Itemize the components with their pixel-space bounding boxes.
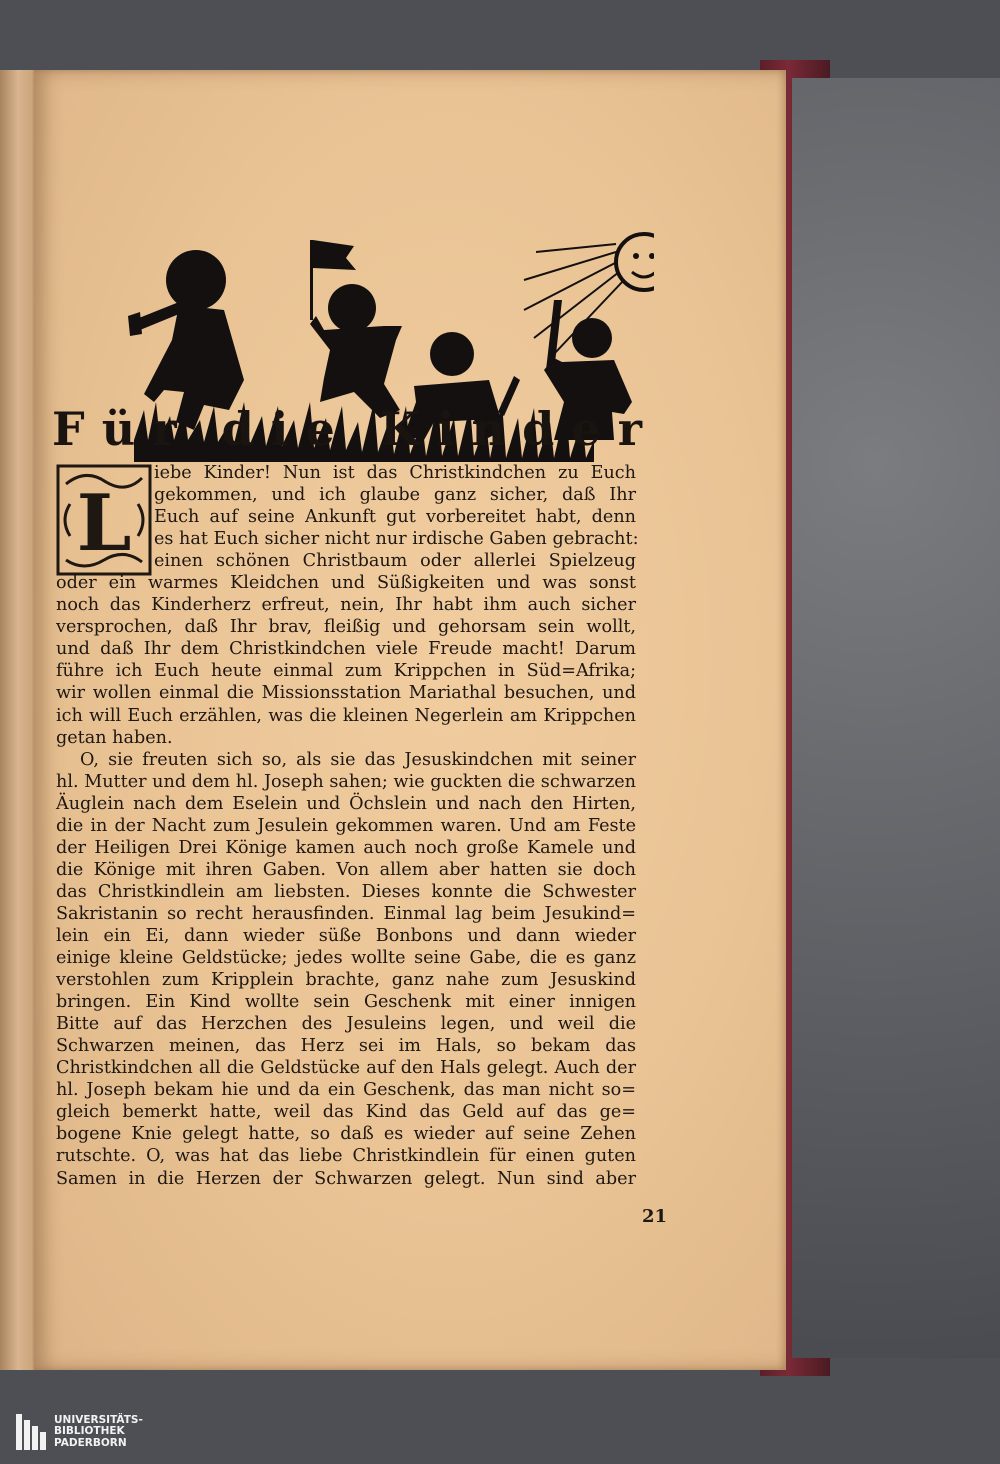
- library-name-line: UNIVERSITÄTS-: [54, 1413, 143, 1426]
- text-line: Sakristanin so recht herausfinden. Einmal lag beim Jesukind=: [56, 903, 636, 924]
- book-board: [792, 78, 1000, 1358]
- text-line: hl. Mutter und dem hl. Joseph sahen; wie guckten die schwarzen: [56, 771, 636, 792]
- page-number: 21: [642, 1206, 668, 1227]
- text-line: Samen in die Herzen der Schwarzen gelegt. Nun sind aber: [56, 1168, 636, 1189]
- heading-letter: r: [152, 402, 177, 456]
- library-name: [54, 1415, 143, 1450]
- text-line: Bitte auf das Herzchen des Jesuleins legen, und weil die: [56, 1014, 636, 1035]
- text-line: und daß Ihr dem Christkindchen viele Freude macht! Darum: [56, 639, 636, 660]
- text-line: das Christkindlein am liebsten. Dieses konnte die Schwester: [56, 881, 636, 902]
- article-text: [56, 462, 639, 1190]
- heading-letter: i: [270, 402, 289, 456]
- library-logo: [16, 1414, 143, 1450]
- text-line: oder ein warmes Kleidchen und Süßigkeiten und was sonst: [56, 573, 636, 594]
- text-line: versprochen, daß Ihr brav, fleißig und gehorsam sein wollt,: [56, 617, 636, 638]
- library-emblem-icon: [16, 1414, 46, 1450]
- text-line: die Könige mit ihren Gaben. Von allem aber hatten sie doch: [56, 859, 636, 880]
- text-line: Schwarzen meinen, das Herz sei im Hals, so bekam das: [56, 1036, 636, 1057]
- heading-letter: F: [52, 402, 85, 456]
- text-line: bogene Knie gelegt hatte, so daß es wieder auf seine Zehen: [56, 1124, 636, 1145]
- text-line: iebe Kinder! Nun ist das Christkindchen zu Euch: [154, 463, 636, 483]
- text-line: bringen. Ein Kind wollte sein Geschenk mit einer innigen: [56, 992, 636, 1013]
- text-line: einige kleine Geldstücke; jedes wollte seine Gabe, die es ganz: [56, 948, 636, 969]
- heading-letter: e: [571, 402, 601, 456]
- text-line: Euch auf seine Ankunft gut vorbereitet habt, denn: [154, 507, 636, 528]
- text-line: führe ich Euch heute einmal zum Krippchen in Süd=Afrika;: [56, 661, 636, 682]
- heading-letter: d: [221, 402, 254, 456]
- book-page: [34, 70, 786, 1370]
- text-line: die in der Nacht zum Jesulein gekommen waren. Und am Feste: [56, 815, 636, 836]
- heading-letter: i: [436, 402, 455, 456]
- heading-letter: e: [305, 402, 335, 456]
- heading-letter: ü: [101, 402, 136, 456]
- text-line: wir wollen einmal die Missionsstation Mariathal besuchen, und: [56, 683, 636, 704]
- text-line: gekommen, und ich glaube ganz sicher, daß Ihr: [154, 485, 636, 506]
- text-line: Christkindchen all die Geldstücke auf den Hals gelegt. Auch der: [56, 1058, 636, 1079]
- heading-letter: d: [522, 402, 555, 456]
- child-flag-silhouette: [310, 240, 402, 418]
- text-line: ich will Euch erzählen, was die kleinen Negerlein am Krippchen: [56, 705, 636, 726]
- library-name-line: BIBLIOTHEK: [54, 1425, 125, 1438]
- library-name-line: PADERBORN: [54, 1436, 127, 1449]
- page-heading: [52, 402, 642, 456]
- text-line: rutschte. O, was hat das liebe Christkindlein für einen guten: [56, 1146, 636, 1167]
- heading-letter: K: [379, 402, 420, 456]
- text-line: getan haben.: [56, 727, 173, 748]
- text-line: Äuglein nach dem Eselein und Öchslein und nach den Hirten,: [56, 793, 636, 814]
- text-line: hl. Joseph bekam hie und da ein Geschenk, das man nicht so=: [56, 1080, 636, 1101]
- text-line: noch das Kinderherz erfreut, nein, Ihr habt ihm auch sicher: [56, 595, 636, 616]
- text-line: es hat Euch sicher nicht nur irdische Gaben gebracht:: [154, 529, 639, 550]
- text-line: einen schönen Christbaum oder allerlei Spielzeug: [154, 551, 636, 572]
- text-line: verstohlen zum Kripplein brachte, ganz nahe zum Jesuskind: [56, 970, 636, 991]
- text-line: gleich bemerkt hatte, weil das Kind das Geld auf das ge=: [56, 1102, 636, 1123]
- drop-cap-letter: L: [76, 478, 132, 569]
- heading-letter: n: [471, 402, 505, 456]
- text-line: lein ein Ei, dann wieder süße Bonbons und dann wieder: [56, 925, 636, 946]
- text-line: O, sie freuten sich so, als sie das Jesuskindchen mit seiner: [80, 749, 636, 770]
- text-line: der Heiligen Drei Könige kamen auch noch große Kamele und: [56, 837, 636, 858]
- heading-letter: r: [617, 402, 642, 456]
